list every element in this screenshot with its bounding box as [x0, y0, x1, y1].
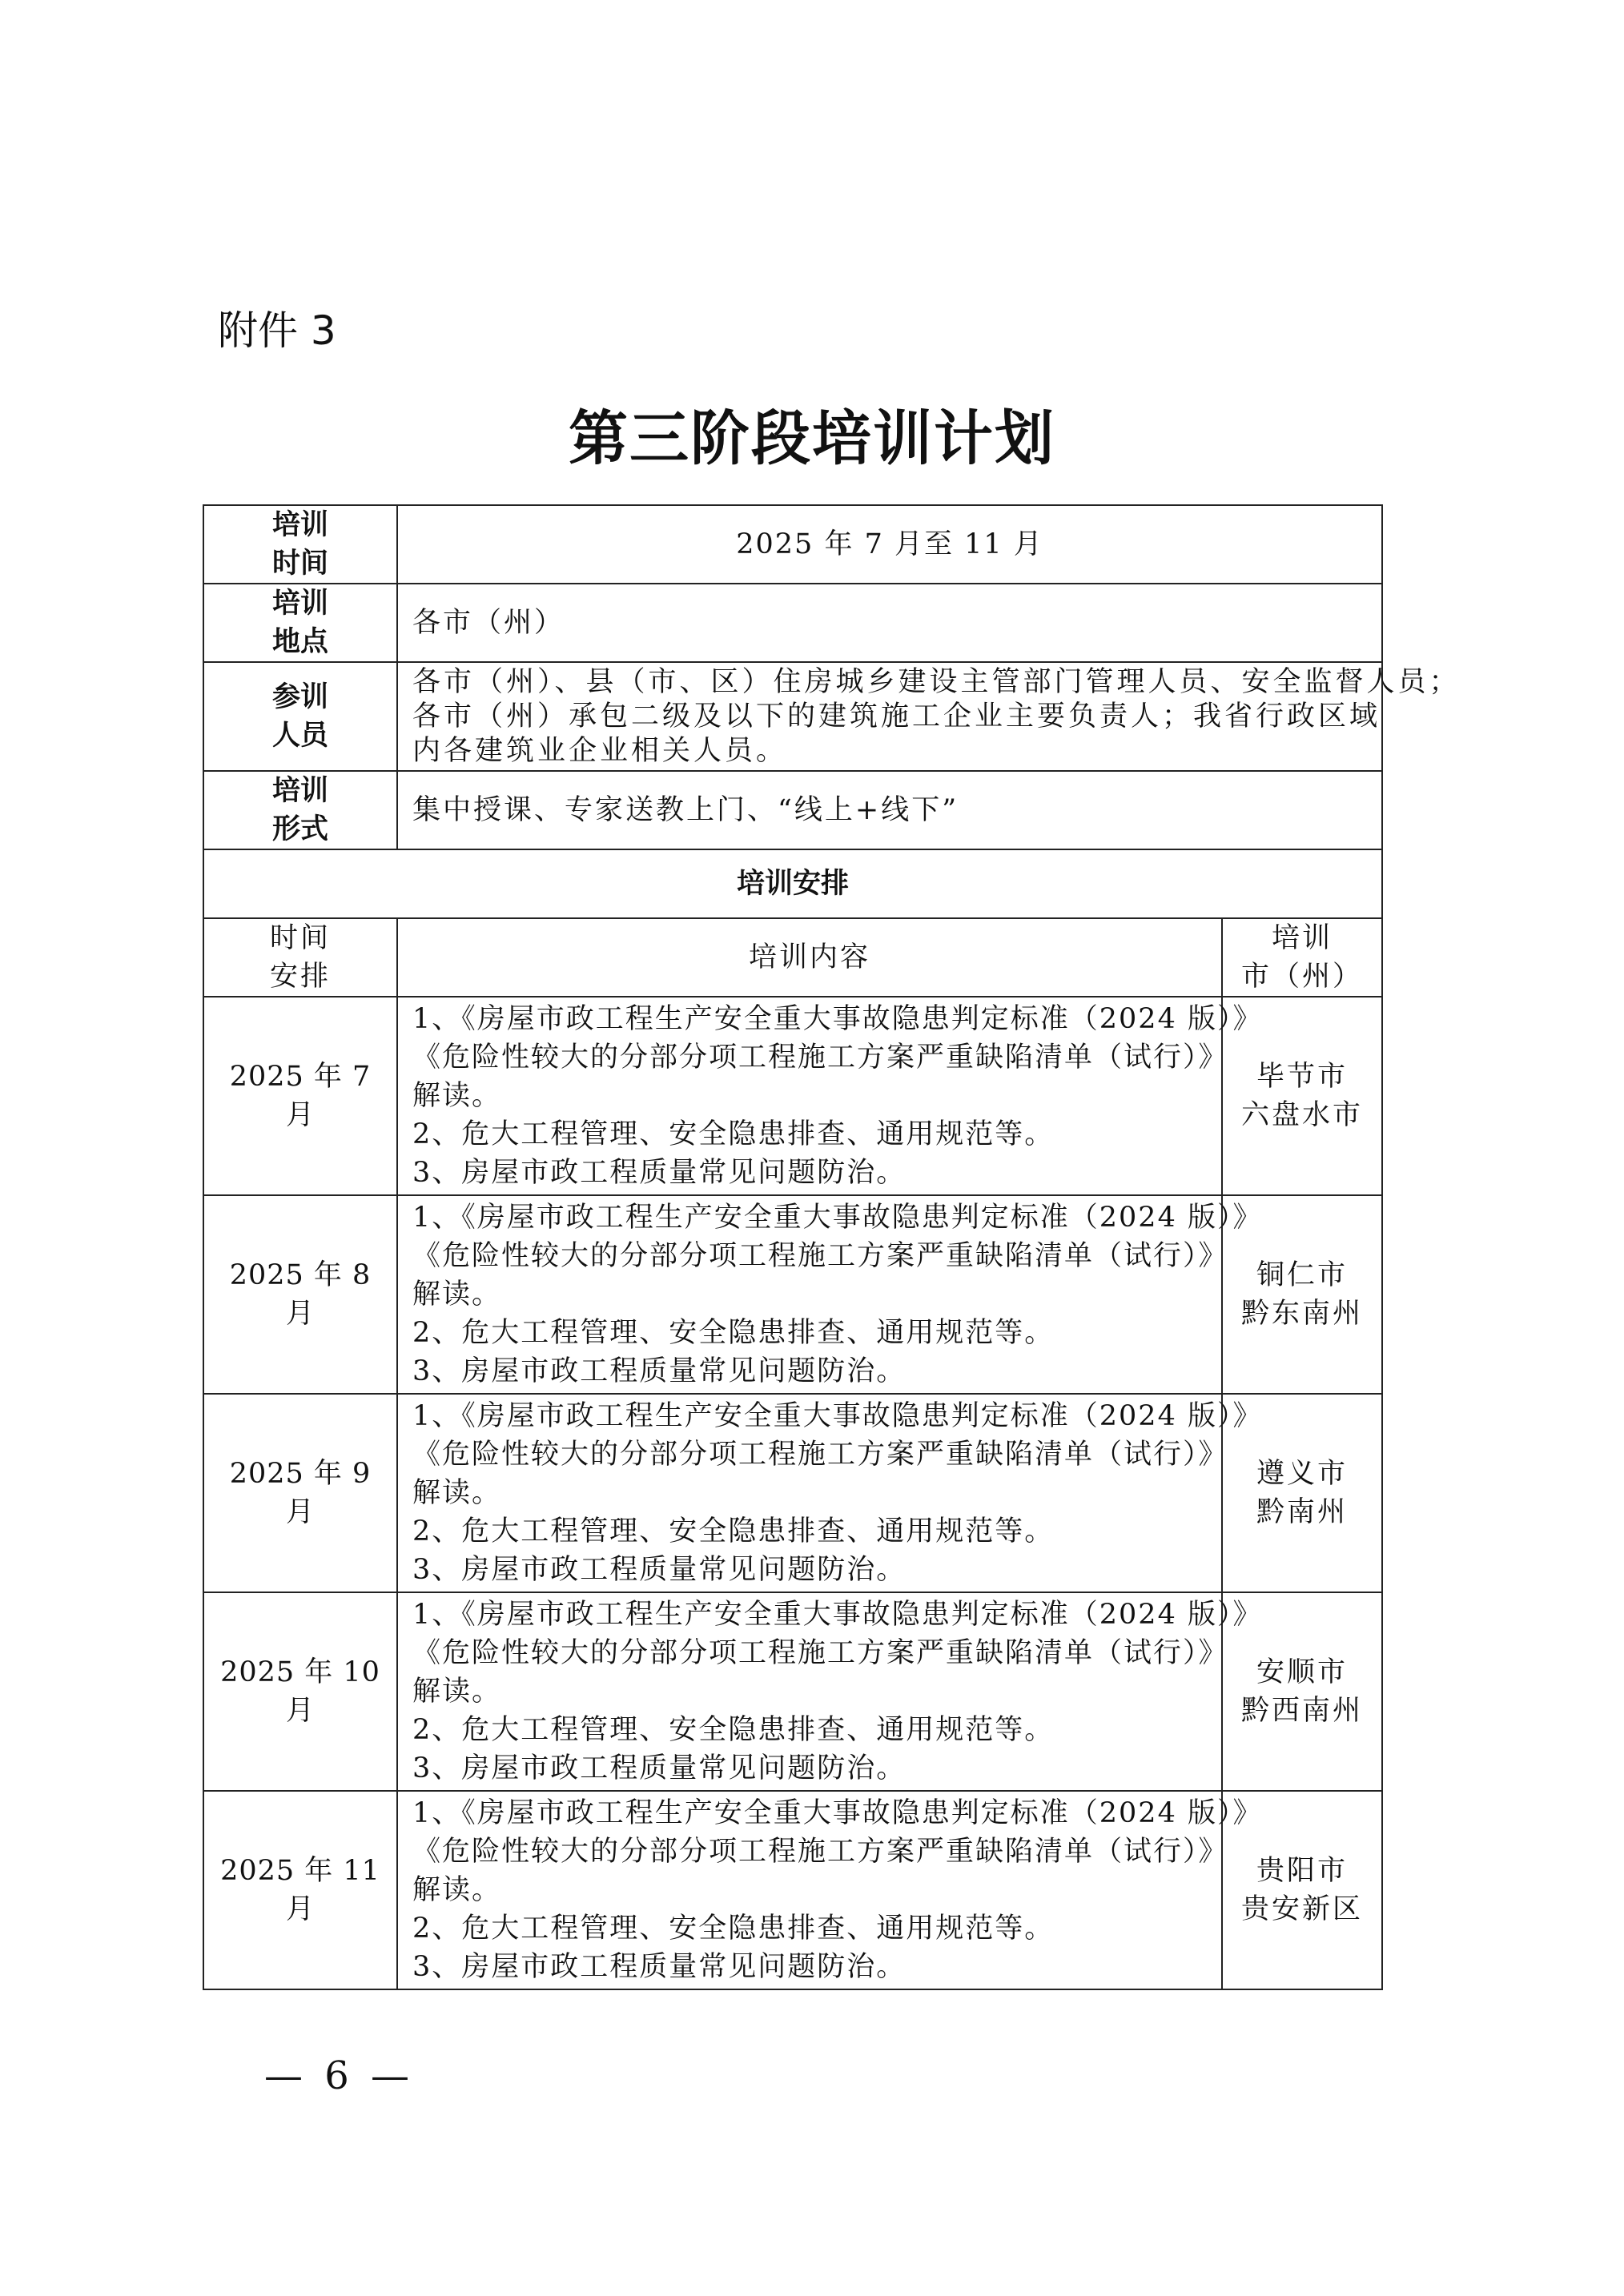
schedule-city-line: 毕节市: [1256, 1061, 1349, 1093]
schedule-content-line: 2、危大工程管理、安全隐患排查、通用规范等。: [412, 1317, 1055, 1349]
schedule-city-line: 安顺市: [1256, 1656, 1349, 1688]
schedule-content-line: 解读。: [412, 1477, 502, 1509]
schedule-header-row: [203, 918, 1382, 997]
schedule-content-line: 《危险性较大的分部分项工程施工方案严重缺陷清单（试行）》: [412, 1042, 1228, 1074]
info-value: [397, 662, 1461, 771]
schedule-content: [397, 1592, 1263, 1791]
schedule-city-line: 六盘水市: [1241, 1099, 1364, 1131]
info-row: [203, 771, 1382, 849]
info-value: [397, 584, 1382, 662]
header-content: 培训内容: [397, 918, 1222, 997]
header-city-line: 市（州）: [1241, 961, 1364, 993]
schedule-row: [203, 1791, 1382, 1989]
info-label-line: 培训: [271, 588, 328, 620]
header-city: [1222, 918, 1382, 997]
schedule-city-line: 遵义市: [1256, 1458, 1349, 1490]
info-label-line: 地点: [271, 626, 328, 658]
schedule-content: [397, 1195, 1263, 1394]
training-plan-table: [203, 504, 1461, 1990]
schedule-content: [397, 997, 1263, 1195]
info-value-line: 各市（州）、县（市、区）住房城乡建设主管部门管理人员、安全监督人员；: [412, 665, 1461, 698]
schedule-content-line: 1、《房屋市政工程生产安全重大事故隐患判定标准（2024 版）》: [412, 1003, 1263, 1035]
info-row: [203, 662, 1382, 771]
schedule-content-line: 1、《房屋市政工程生产安全重大事故隐患判定标准（2024 版）》: [412, 1797, 1263, 1829]
info-value: [397, 505, 1382, 584]
schedule-content-line: 2、危大工程管理、安全隐患排查、通用规范等。: [412, 1515, 1055, 1547]
schedule-month: 2025 年 11 月: [203, 1791, 397, 1989]
info-section: [203, 505, 1461, 849]
schedule-content-line: 2、危大工程管理、安全隐患排查、通用规范等。: [412, 1913, 1055, 1945]
info-label: [203, 771, 397, 849]
info-label-line: 培训: [271, 509, 328, 541]
schedule-city-line: 贵阳市: [1256, 1855, 1349, 1887]
info-value-line: 各市（州）: [412, 607, 565, 639]
schedule-content-line: 解读。: [412, 1278, 502, 1311]
info-value-line: 2025 年 7 月至 11 月: [736, 528, 1043, 560]
schedule-content-line: 3、房屋市政工程质量常见问题防治。: [412, 1951, 906, 1983]
info-label-line: 时间: [271, 548, 328, 580]
schedule-content-line: 解读。: [412, 1874, 502, 1906]
header-city-line: 培训: [1272, 922, 1333, 954]
document-title: 第三阶段培训计划: [569, 404, 1055, 473]
attachment-label: 附件 3: [218, 307, 336, 354]
schedule-content-line: 2、危大工程管理、安全隐患排查、通用规范等。: [412, 1118, 1055, 1150]
section-title-row: [203, 849, 1382, 918]
schedule-content-line: 3、房屋市政工程质量常见问题防治。: [412, 1554, 906, 1586]
schedule-content-line: 《危险性较大的分部分项工程施工方案严重缺陷清单（试行）》: [412, 1637, 1228, 1669]
header-time-line: 安排: [269, 961, 331, 993]
schedule-content-line: 1、《房屋市政工程生产安全重大事故隐患判定标准（2024 版）》: [412, 1202, 1263, 1234]
schedule-content-line: 2、危大工程管理、安全隐患排查、通用规范等。: [412, 1714, 1055, 1746]
schedule-month: 2025 年 9 月: [203, 1394, 397, 1592]
schedule-content-line: 3、房屋市政工程质量常见问题防治。: [412, 1752, 906, 1784]
info-value-line: 各市（州）承包二级及以下的建筑施工企业主要负责人；我省行政区域: [412, 700, 1381, 733]
header-time-line: 时间: [269, 922, 331, 954]
schedule-content-line: 《危险性较大的分部分项工程施工方案严重缺陷清单（试行）》: [412, 1836, 1228, 1868]
schedule-row: [203, 1195, 1382, 1394]
schedule-content-line: 《危险性较大的分部分项工程施工方案严重缺陷清单（试行）》: [412, 1240, 1228, 1272]
schedule-city-line: 黔东南州: [1241, 1298, 1364, 1330]
info-label-line: 参训: [271, 681, 328, 713]
info-label: [203, 584, 397, 662]
schedule-content-line: 3、房屋市政工程质量常见问题防治。: [412, 1157, 906, 1189]
schedule-content-line: 解读。: [412, 1080, 502, 1112]
schedule-section: [203, 849, 1382, 1989]
info-value-line: 集中授课、专家送教上门、“线上+线下”: [412, 794, 959, 826]
schedule-content: [397, 1791, 1263, 1989]
info-row: [203, 584, 1382, 662]
info-label: [203, 662, 397, 771]
schedule-month: 2025 年 8 月: [203, 1195, 397, 1394]
page-number: — 6 —: [264, 2053, 415, 2098]
schedule-content: [397, 1394, 1263, 1592]
section-title: 培训安排: [203, 849, 1382, 918]
info-row: [203, 505, 1382, 584]
info-label-line: 人员: [271, 720, 328, 752]
header-time: [203, 918, 397, 997]
info-label-line: 培训: [271, 775, 328, 807]
schedule-row: [203, 1394, 1382, 1592]
schedule-content-line: 解读。: [412, 1676, 502, 1708]
schedule-city-line: 黔南州: [1256, 1496, 1349, 1528]
schedule-content-line: 《危险性较大的分部分项工程施工方案严重缺陷清单（试行）》: [412, 1439, 1228, 1471]
schedule-city-line: 铜仁市: [1256, 1259, 1349, 1291]
info-label-line: 形式: [271, 813, 328, 845]
schedule-row: [203, 997, 1382, 1195]
schedule-city-line: 贵安新区: [1241, 1893, 1364, 1925]
schedule-content-line: 3、房屋市政工程质量常见问题防治。: [412, 1355, 906, 1387]
info-value: [397, 771, 1382, 849]
schedule-content-line: 1、《房屋市政工程生产安全重大事故隐患判定标准（2024 版）》: [412, 1400, 1263, 1432]
schedule-month: 2025 年 7 月: [203, 997, 397, 1195]
schedule-row: [203, 1592, 1382, 1791]
info-value-line: 内各建筑业企业相关人员。: [412, 734, 788, 767]
schedule-month: 2025 年 10 月: [203, 1592, 397, 1791]
schedule-content-line: 1、《房屋市政工程生产安全重大事故隐患判定标准（2024 版）》: [412, 1599, 1263, 1631]
info-label: [203, 505, 397, 584]
schedule-city-line: 黔西南州: [1241, 1695, 1364, 1727]
